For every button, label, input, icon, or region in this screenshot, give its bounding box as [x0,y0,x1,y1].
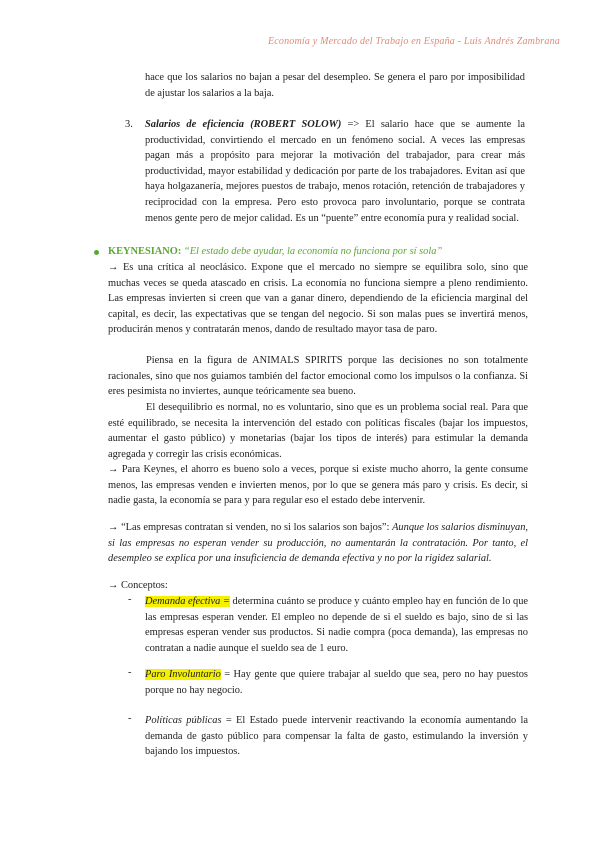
intro-paragraph: hace que los salarios no bajan a pesar del desempleo. Se genera el paro por imposibilidad de ajustar los salarios a la baja. [145,72,525,99]
term-demanda-efectiva: Demanda efectiva = [145,596,230,607]
term-politicas-publicas: Políticas públicas [145,715,222,726]
keynes-paragraph-5 [108,520,528,567]
page-header: Economía y Mercado del Trabajo en España - Luis Andrés Zambrana [267,36,560,47]
concepto-politicas-publicas [145,713,528,760]
item-body: => El salario hace que se aumente la productividad, convirtiendo el mercado en un fenómeno social. A veces las empresas pagan más a propósito para mejorar la motivación del trabajador, para crear más productividad, mayor estabilidad y dedicación por parte de los trabajadores. Evitan así que haya holgazanería, mejores puestos de trabajo, menos rotación, retención de trabajadores y reciprocidad con la empresa. Pero esto provoca paro involuntario, porque se contrata menos gente pero de mejor calidad. Es un “puente” entre economía pura y realidad social. [145,119,525,224]
keynes-paragraph-2: Piensa en la figura de ANIMALS SPIRITS porque las decisiones no son totalmente racionales, sino que nos guiamos también del factor emocional como los impulsos o la confianza. Si eres pesimista no inviertes, aunque teóricamente sea bueno. [108,355,528,398]
concepto-paro-involuntario [145,667,528,698]
politicas-publicas-body: = El Estado puede intervenir reactivando la economía aumentando la demanda de gasto público para compensar la falta de gasto, estimulando la inversión y bajando los impuestos. [145,715,528,758]
demanda-efectiva-body: determina cuánto se produce y cuánto empleo hay en función de lo que las empresas esperan vender. El empleo no depende de si el sueldo es bajo, sino de si las empresas esperan vender sus productos. Si nadie compra (poca demanda), las empresas no contratan a nadie aunque el sueldo sea de 1 euro. [145,596,528,654]
keynes-p5-quote: → “Las empresas contratan si venden, no si los salarios son bajos”: [108,522,393,533]
keynes-paragraph-3: El desequilibrio es normal, no es voluntario, sino que es un problema social real. Para que esté equilibrado, se necesita la intervención del estado con políticas fiscales (bajar los impuestos, aumentar el gasto público) y monetarias (bajar los tipos de interés) para estimular la demanda agregada y corregir las crisis económicas. [108,402,528,460]
concepto-demanda-efectiva [145,594,528,656]
keynesiano-heading [108,244,528,260]
salarios-eficiencia-paragraph [145,117,525,226]
keynes-quote: “El estado debe ayudar, la economía no funciona por sí sola” [181,246,443,257]
item-number: 3. [125,119,133,130]
conceptos-label: → Conceptos: [108,580,168,591]
keynes-p5-italic: Aunque los salarios disminuyan, si las empresas no esperan vender su producción, no aumentarán la contratación. Por tanto, el desempleo se explica por una insuficiencia de demanda efectiva y no por la rigidez salarial. [108,522,528,565]
term-paro-involuntario: Paro Involuntario [145,669,221,680]
keynes-paragraph-4: → Para Keynes, el ahorro es bueno solo a veces, porque si existe mucho ahorro, la gente consume menos, las empresas venden e invierten menos, por lo que se genera más paro y crisis. Es decir, si nadie gasta, la economía se para y para regular eso el estado debe intervenir. [108,464,528,507]
list-dash: - [128,713,132,724]
list-dash: - [128,667,132,678]
keynes-paragraph-1: → Es una crítica al neoclásico. Expone que el mercado no siempre se equilibra solo, sino que muchas veces se queda atascado en crisis. La economía no funciona siempre a pleno rendimiento. Las empresas invierten si creen que van a ganar dinero, dependiendo de la eficiencia marginal del capital, es decir, las expectativas que se tengan del negocio. Si son malas pues se invertirá menos, producirán menos y contratarán menos, dando de resultado mayor tasa de paro. [108,262,528,336]
keynes-label: KEYNESIANO: [108,246,182,257]
list-dash: - [128,594,132,605]
bullet-icon [94,250,99,255]
paro-involuntario-body: = Hay gente que quiere trabajar al sueldo que sea, pero no hay puestos porque no hay negocio. [145,669,528,696]
item-title: Salarios de eficiencia (ROBERT SOLOW) [145,119,342,130]
